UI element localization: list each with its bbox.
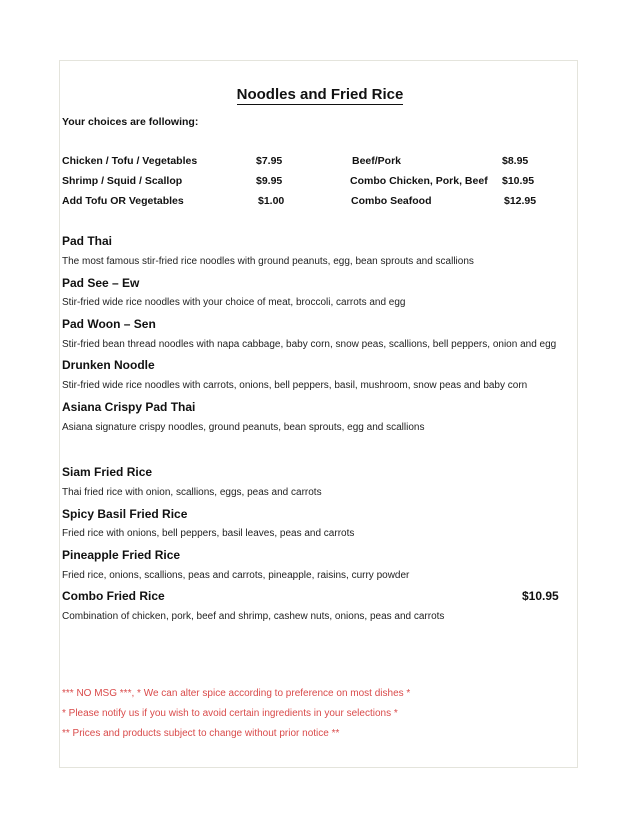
price-label-combo-seafood: Combo Seafood xyxy=(351,195,432,207)
dish-desc-spicy-basil-fried-rice: Fried rice with onions, bell peppers, basil leaves, peas and carrots xyxy=(62,528,355,539)
dish-name-crispy-pad-thai: Asiana Crispy Pad Thai xyxy=(62,400,196,414)
price-label-beef-pork: Beef/Pork xyxy=(352,155,402,167)
dish-desc-drunken-noodle: Stir-fried wide rice noodles with carrots, onions, bell peppers, basil, mushroom, snow peas and baby corn xyxy=(62,380,528,391)
dish-desc-combo-fried-rice: Combination of chicken, pork, beef and shrimp, cashew nuts, onions, peas and carrots xyxy=(62,611,445,622)
dish-name-combo-fried-rice: Combo Fried Rice xyxy=(62,589,165,603)
menu-title: Noodles and Fried Rice xyxy=(236,86,404,103)
dish-name-drunken-noodle: Drunken Noodle xyxy=(62,358,155,372)
dish-desc-siam-fried-rice: Thai fried rice with onion, scallions, eggs, peas and carrots xyxy=(62,487,322,498)
price-value-combo-meat: $10.95 xyxy=(502,175,535,187)
note-prices-change: ** Prices and products subject to change without prior notice ** xyxy=(62,728,340,739)
dish-desc-pad-thai: The most famous stir-fried rice noodles with ground peanuts, egg, bean sprouts and scallions xyxy=(62,256,474,267)
dish-name-pad-see-ew: Pad See – Ew xyxy=(62,276,140,290)
price-label-shrimp-squid-scallop: Shrimp / Squid / Scallop xyxy=(62,175,183,187)
dish-name-siam-fried-rice: Siam Fried Rice xyxy=(62,465,153,479)
price-label-combo-meat: Combo Chicken, Pork, Beef xyxy=(350,175,488,187)
dish-desc-crispy-pad-thai: Asiana signature crispy noodles, ground peanuts, bean sprouts, egg and scallions xyxy=(62,422,425,433)
dish-desc-pineapple-fried-rice: Fried rice, onions, scallions, peas and carrots, pineapple, raisins, curry powder xyxy=(62,570,410,581)
price-value-add-tofu-veg: $1.00 xyxy=(258,195,285,207)
dish-price-combo-fried-rice: $10.95 xyxy=(522,589,559,603)
price-value-chicken-tofu-veg: $7.95 xyxy=(256,155,283,167)
note-ingredients: * Please notify us if you wish to avoid certain ingredients in your selections * xyxy=(62,708,398,719)
note-no-msg: *** NO MSG ***, * We can alter spice according to preference on most dishes * xyxy=(62,688,411,699)
dish-desc-pad-see-ew: Stir-fried wide rice noodles with your choice of meat, broccoli, carrots and egg xyxy=(62,297,406,308)
price-value-shrimp-squid-scallop: $9.95 xyxy=(256,175,283,187)
dish-name-spicy-basil-fried-rice: Spicy Basil Fried Rice xyxy=(62,507,188,521)
price-label-chicken-tofu-veg: Chicken / Tofu / Vegetables xyxy=(62,155,198,167)
dish-name-pad-woon-sen: Pad Woon – Sen xyxy=(62,317,156,331)
price-label-add-tofu-veg: Add Tofu OR Vegetables xyxy=(62,195,184,207)
choices-heading: Your choices are following: xyxy=(62,116,199,128)
price-value-beef-pork: $8.95 xyxy=(502,155,529,167)
dish-name-pad-thai: Pad Thai xyxy=(62,234,113,248)
price-value-combo-seafood: $12.95 xyxy=(504,195,537,207)
dish-name-pineapple-fried-rice: Pineapple Fried Rice xyxy=(62,548,181,562)
dish-desc-pad-woon-sen: Stir-fried bean thread noodles with napa cabbage, baby corn, snow peas, scallions, bell peppers, onion and egg xyxy=(62,339,557,350)
